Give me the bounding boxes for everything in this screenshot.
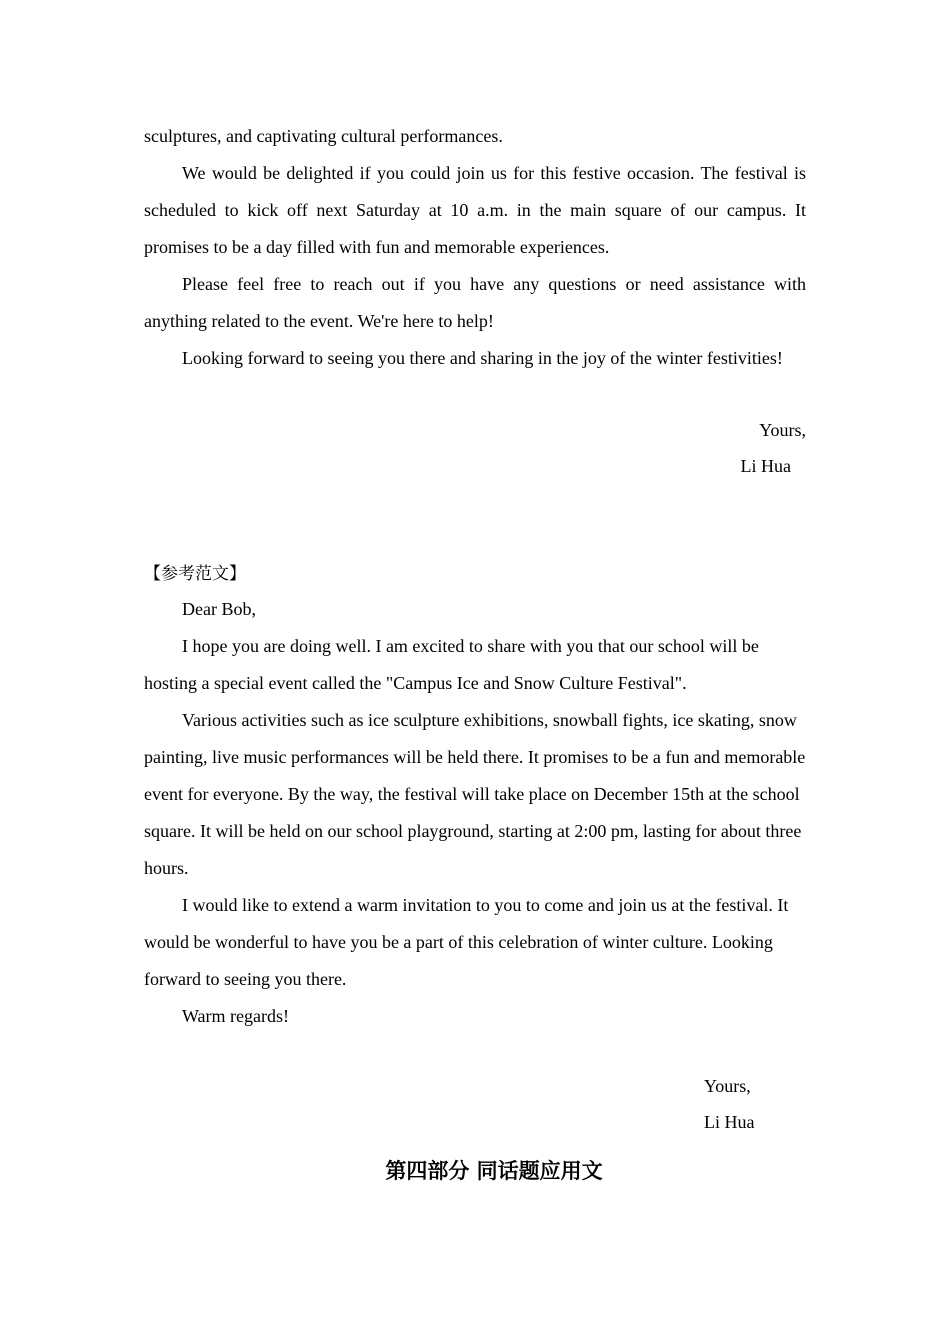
letter1-paragraph: Looking forward to seeing you there and sharing in the joy of the winter festivities!	[182, 348, 783, 368]
section-heading: 第四部分 同话题应用文	[385, 1159, 603, 1183]
reference-paragraph: Various activities such as ice sculpture exhibitions, snowball fights, ice skating, snow painting, live music performances will be held there. It promises to be a fun and memorable event for everyone. By the way, the festival will take place on December 15th at the school square. It will be held on our school playground, starting at 2:00 pm, lasting for about three hours.	[144, 710, 806, 878]
letter1-paragraph: Please feel free to reach out if you have any questions or need assistance with anything related to the event. We're here to help!	[144, 274, 806, 331]
reference-label: 【参考范文】	[144, 564, 246, 584]
letter1-body	[144, 118, 806, 377]
reference-signature: Li Hua	[704, 1112, 755, 1132]
reference-sign-off: Warm regards!	[182, 1006, 289, 1026]
letter1-signature: Li Hua	[740, 456, 791, 476]
reference-paragraph: I hope you are doing well. I am excited to share with you that our school will be hosting a special event called the "Campus Ice and Snow Culture Festival".	[144, 636, 759, 693]
reference-salutation: Dear Bob,	[182, 599, 256, 619]
letter1-closing: Yours,	[759, 420, 806, 440]
letter1-paragraph: We would be delighted if you could join us for this festive occasion. The festival is scheduled to kick off next Saturday at 10 a.m. in the main square of our campus. It promises to be a day filled with fun and memorable experiences.	[144, 163, 806, 257]
reference-body	[144, 591, 806, 1035]
letter1-continuation: sculptures, and captivating cultural performances.	[144, 126, 503, 146]
reference-closing: Yours,	[704, 1076, 751, 1096]
reference-paragraph: I would like to extend a warm invitation to you to come and join us at the festival. It would be wonderful to have you be a part of this celebration of winter culture. Looking forward to seeing you there.	[144, 895, 789, 989]
